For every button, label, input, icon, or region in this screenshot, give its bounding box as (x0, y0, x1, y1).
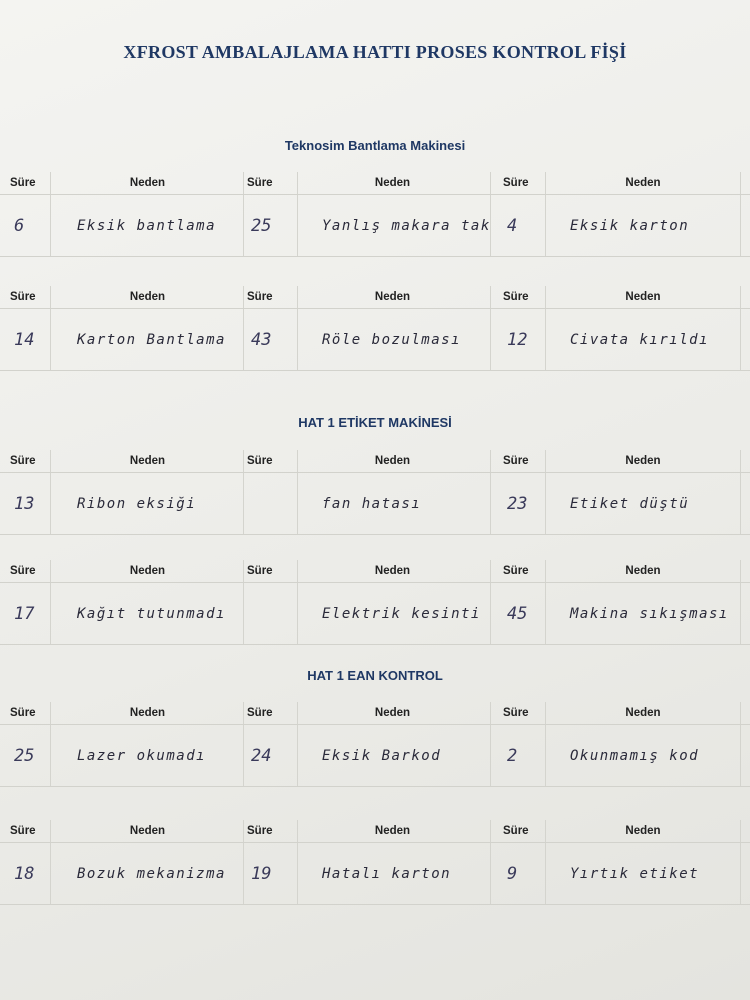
neden-value: Ribon eksiği (77, 496, 197, 512)
table-row (0, 472, 750, 535)
sure-header: Süre (247, 707, 273, 719)
neden-value: Röle bozulması (322, 332, 462, 348)
sure-value: 43 (251, 330, 272, 350)
neden-value: Karton Bantlama (77, 332, 226, 348)
neden-value: Eksik Barkod (322, 748, 442, 764)
sure-value: 18 (14, 864, 35, 884)
sure-value: 24 (251, 746, 272, 766)
sure-value: 2 (507, 746, 518, 766)
process-table (0, 450, 750, 535)
sure-value: 23 (507, 494, 528, 514)
sure-header: Süre (503, 291, 529, 303)
sure-header: Süre (10, 455, 36, 467)
neden-value: Elektrik kesinti (322, 606, 481, 622)
neden-header: Neden (129, 825, 166, 837)
sure-value: 4 (507, 216, 518, 236)
neden-header: Neden (625, 565, 661, 577)
table-row (0, 194, 750, 257)
neden-value: Yırtık etiket (570, 866, 700, 882)
sure-header: Süre (10, 707, 36, 719)
sure-value: 12 (507, 330, 528, 350)
sure-value: 6 (14, 216, 25, 236)
neden-value: Eksik karton (570, 218, 690, 234)
sure-header: Süre (247, 177, 273, 189)
sure-header: Süre (10, 825, 36, 837)
neden-header: Neden (374, 177, 411, 189)
neden-header: Neden (129, 455, 166, 467)
neden-value: Eksik bantlama (77, 218, 217, 234)
neden-header: Neden (625, 177, 661, 189)
table-header (0, 560, 750, 583)
table-row (0, 582, 750, 645)
sure-value: 25 (251, 216, 272, 236)
sure-header: Süre (10, 291, 36, 303)
neden-header: Neden (374, 825, 411, 837)
process-table (0, 702, 750, 787)
neden-value: Bozuk mekanizma (77, 866, 226, 882)
sure-header: Süre (247, 825, 273, 837)
sure-header: Süre (503, 707, 529, 719)
neden-value: Hatalı karton (322, 866, 452, 882)
table-header (0, 820, 750, 843)
sure-header: Süre (503, 177, 529, 189)
process-table (0, 286, 750, 371)
neden-value: Makina sıkışması (570, 606, 729, 622)
section-title-etiket: HAT 1 ETİKET MAKİNESİ (298, 415, 452, 430)
table-header (0, 450, 750, 473)
neden-header: Neden (625, 825, 661, 837)
neden-header: Neden (625, 291, 661, 303)
table-row (0, 842, 750, 905)
table-row (0, 724, 750, 787)
neden-header: Neden (374, 455, 411, 467)
table-header (0, 172, 750, 195)
sure-header: Süre (10, 565, 36, 577)
sure-value: 25 (14, 746, 35, 766)
sure-value: 13 (14, 494, 35, 514)
neden-header: Neden (129, 565, 166, 577)
neden-value: Etiket düştü (570, 496, 690, 512)
neden-header: Neden (129, 707, 166, 719)
sure-header: Süre (503, 825, 529, 837)
sure-header: Süre (503, 565, 529, 577)
neden-header: Neden (129, 177, 166, 189)
sure-value: 9 (507, 864, 518, 884)
neden-header: Neden (374, 565, 411, 577)
neden-header: Neden (129, 291, 166, 303)
neden-value: Kağıt tutunmadı (77, 606, 226, 622)
sure-header: Süre (503, 455, 529, 467)
process-table (0, 820, 750, 905)
neden-header: Neden (374, 707, 411, 719)
table-header (0, 702, 750, 725)
sure-header: Süre (247, 455, 273, 467)
sure-value: 19 (251, 864, 272, 884)
neden-header: Neden (374, 291, 411, 303)
neden-value: Okunmamış kod (570, 748, 700, 764)
table-header (0, 286, 750, 309)
neden-value: Lazer okumadı (77, 748, 207, 764)
section-title-bantlama: Teknosim Bantlama Makinesi (284, 138, 466, 153)
section-title-ean: HAT 1 EAN KONTROL (307, 668, 443, 683)
sure-header: Süre (247, 291, 273, 303)
neden-header: Neden (625, 455, 661, 467)
process-table (0, 560, 750, 645)
sure-value: 45 (507, 604, 528, 624)
sure-value: 17 (14, 604, 35, 624)
neden-value: Civata kırıldı (570, 332, 710, 348)
neden-value: Yanlış makara tak (322, 218, 491, 234)
process-table (0, 172, 750, 257)
sure-header: Süre (10, 177, 36, 189)
sure-value: 14 (14, 330, 35, 350)
neden-value: fan hatası (322, 496, 422, 512)
neden-header: Neden (625, 707, 661, 719)
sure-header: Süre (247, 565, 273, 577)
table-row (0, 308, 750, 371)
document-title: XFROST AMBALAJLAMA HATTI PROSES KONTROL FİŞİ (123, 42, 627, 62)
